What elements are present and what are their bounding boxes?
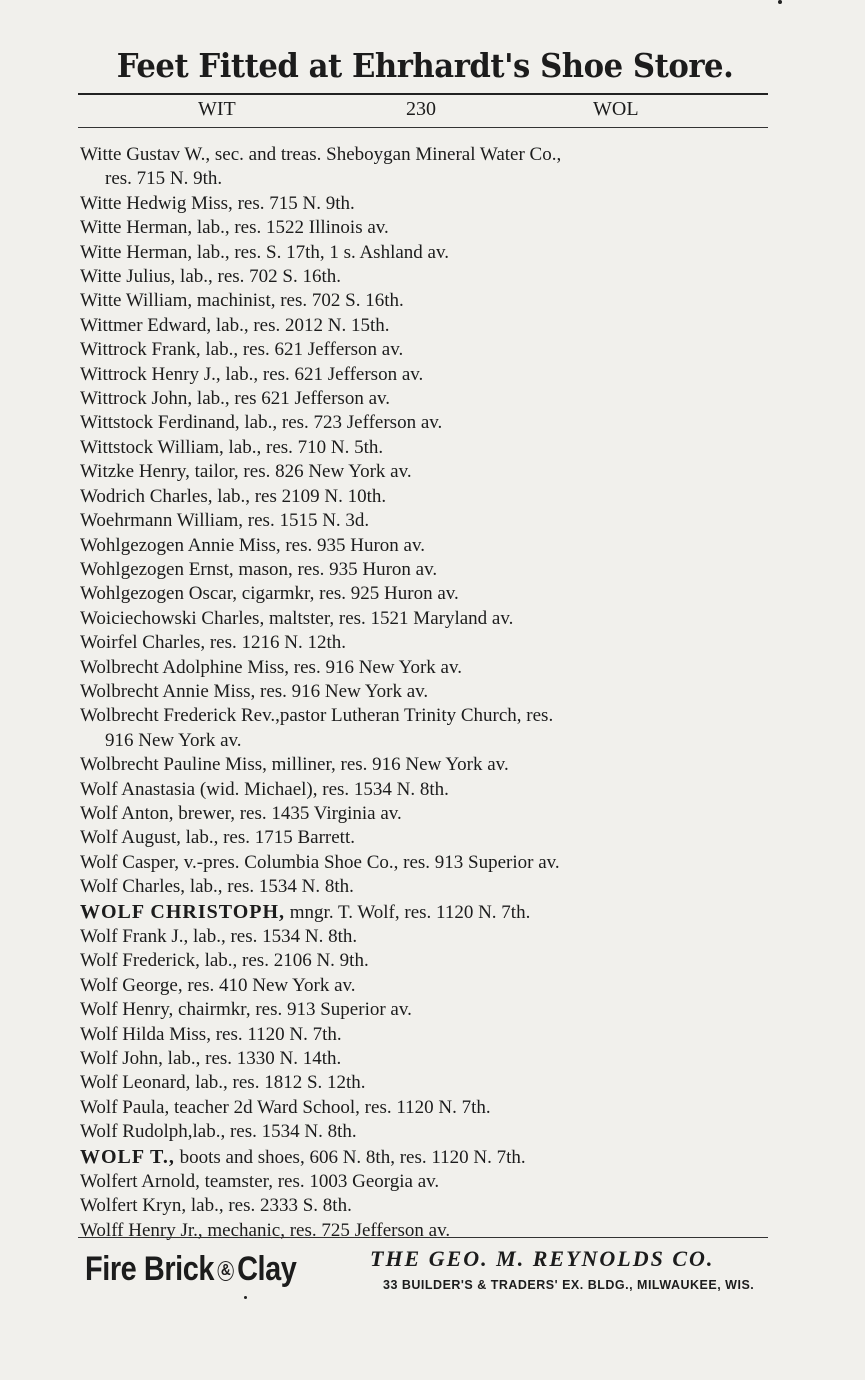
header-left-guide: WIT [198, 98, 236, 120]
directory-entry [80, 656, 800, 680]
entry-details: teamster, res. 1003 Georgia av. [199, 1171, 440, 1193]
entry-name: Witte Hedwig Miss, [80, 192, 233, 214]
entry-name: Wolf Leonard, [80, 1072, 191, 1094]
entry-name: Wolf Anastasia [80, 778, 196, 800]
entry-details: res. 935 Huron av. [280, 534, 425, 556]
entry-details: lab., res. 1330 N. 14th. [162, 1048, 342, 1070]
page-number: 230 [406, 98, 436, 120]
entry-details: lab., res. 1522 Illinois av. [192, 217, 389, 239]
entry-details: lab., res. 723 Jefferson av. [239, 412, 443, 434]
page-header [78, 98, 768, 124]
directory-entry [80, 338, 800, 362]
top-rule [78, 93, 768, 95]
entry-name: Wolf August, [80, 827, 181, 849]
entry-details: mason, res. 935 Huron av. [233, 558, 438, 580]
entry-name: Witte Julius, [80, 266, 176, 288]
directory-entry [80, 314, 800, 338]
directory-entry [80, 192, 800, 216]
entry-details: lab., res. 2333 S. 8th. [186, 1195, 352, 1217]
entry-name: Wittmer Edward, [80, 314, 212, 336]
entry-details: pastor Lutheran Trinity Church, res. [279, 705, 554, 727]
entry-details: maltster, res. 1521 Maryland av. [264, 607, 514, 629]
entry-details: lab., res. 1534 N. 8th. [192, 1121, 357, 1143]
directory-entry [80, 265, 800, 289]
header-rule [78, 127, 768, 128]
company-name: THE GEO. M. REYNOLDS CO. [370, 1246, 715, 1271]
entry-name: Wittstock Ferdinand, [80, 412, 240, 434]
entry-name: Wodrich Charles, [80, 485, 213, 507]
entry-details: res. 1515 N. 3d. [243, 510, 370, 532]
entry-name: Woehrmann William, [80, 510, 244, 532]
entry-name: Wolf George, [80, 974, 183, 996]
entry-name: WOLF T., [80, 1145, 175, 1168]
entry-details: teacher 2d Ward School, res. 1120 N. 7th. [169, 1096, 491, 1118]
directory-entry [80, 436, 800, 460]
entry-details: tailor, res. 826 New York av. [189, 461, 412, 483]
entry-name: Wolff Henry Jr., [80, 1219, 203, 1241]
fire-brick-clay-ad [85, 1250, 296, 1289]
directory-entry [80, 509, 800, 533]
directory-entry [80, 631, 800, 655]
ad-clay: Clay [237, 1250, 297, 1288]
entry-details: lab., res. 1534 N. 8th. [188, 926, 358, 947]
top-advertisement: Feet Fitted at Ehrhardt's Shoe Store. [116, 46, 734, 85]
directory-entry [80, 778, 800, 802]
entry-name: Wolfert Arnold, [80, 1171, 200, 1193]
entry-name: Wolf Frederick, [80, 950, 200, 972]
directory-entry [80, 607, 800, 631]
entry-details: lab., res. 702 S. 16th. [175, 266, 342, 288]
directory-entry [80, 826, 800, 850]
entry-name: Wohlgezogen Ernst, [80, 558, 234, 580]
company-address: 33 BUILDER'S & TRADERS' EX. BLDG., MILWAUKEE, WIS. [383, 1278, 755, 1292]
entry-name: Wolf Rudolph, [80, 1121, 193, 1143]
entry-name: Wolf Hilda Miss, [80, 1023, 211, 1045]
bottom-advertisement [85, 1246, 775, 1306]
directory-entry [80, 411, 800, 435]
directory-entry [80, 1047, 800, 1071]
directory-entry [80, 241, 800, 265]
directory-entry [80, 900, 800, 925]
directory-entry [80, 216, 800, 240]
directory-entry [80, 753, 800, 777]
directory-entry [80, 143, 800, 192]
directory-entry [80, 704, 800, 753]
entry-name: Wolbrecht Annie Miss, [80, 680, 256, 702]
directory-entry [80, 1096, 800, 1120]
entry-name: Wolf John, [80, 1048, 163, 1070]
entry-details: res. 1120 N. 7th. [210, 1023, 342, 1045]
entry-details: res. 715 N. 9th. [232, 192, 355, 214]
entry-name: Witzke Henry, [80, 461, 190, 483]
entry-details: lab., res. 621 Jefferson av. [200, 339, 404, 361]
entry-name: Woiciechowski Charles, [80, 607, 265, 629]
entry-details: lab., res. 2106 N. 9th. [199, 950, 369, 972]
directory-entry [80, 289, 800, 313]
entry-details: sec. and treas. Sheboygan Mineral Water Co., [210, 144, 562, 165]
entry-name: Wolfert Kryn, [80, 1195, 187, 1217]
entry-name: Wolbrecht Adolphine Miss, [80, 656, 290, 678]
entry-details: lab., res. 1534 N. 8th. [185, 876, 354, 898]
entry-details: boots and shoes, 606 N. 8th, res. 1120 N. 7th. [174, 1146, 526, 1168]
entry-name: Wolbrecht Frederick Rev., [80, 705, 280, 727]
entry-name: Wolf Frank J., [80, 926, 189, 947]
entry-name: Witte Gustav W., [80, 144, 211, 165]
directory-entry [80, 1145, 800, 1170]
directory-entry [80, 1170, 800, 1194]
entry-name: Wittstock William, [80, 436, 224, 458]
header-right-guide: WOL [593, 98, 639, 120]
entry-name: Wohlgezogen Annie Miss, [80, 534, 281, 556]
directory-entry [80, 1120, 800, 1144]
directory-entries [80, 143, 800, 1243]
entry-name: Wittrock Henry J., [80, 363, 221, 385]
entry-name: WOLF CHRISTOPH, [80, 900, 286, 923]
entry-details: lab., res. 710 N. 5th. [223, 436, 384, 458]
directory-entry [80, 680, 800, 704]
entry-details: res. 1216 N. 12th. [205, 632, 347, 654]
entry-details: res. 410 New York av. [182, 974, 356, 996]
directory-entry [80, 974, 800, 998]
entry-name: Wolf Casper, [80, 851, 180, 873]
directory-entry [80, 582, 800, 606]
directory-entry [80, 387, 800, 411]
directory-entry [80, 802, 800, 826]
bottom-rule [78, 1237, 768, 1238]
entry-name: Wohlgezogen Oscar, [80, 583, 238, 605]
entry-details: lab., res. 1812 S. 12th. [190, 1072, 366, 1094]
entry-continuation: res. 715 N. 9th. [105, 168, 223, 190]
directory-entry [80, 485, 800, 509]
entry-details: milliner, res. 916 New York av. [266, 754, 509, 776]
directory-entry [80, 998, 800, 1022]
entry-details: (wid. Michael), res. 1534 N. 8th. [195, 778, 449, 800]
entry-details: mngr. T. Wolf, res. 1120 N. 7th. [285, 901, 531, 923]
entry-details: v.-pres. Columbia Shoe Co., res. 913 Superior av. [179, 851, 560, 873]
entry-continuation: 916 New York av. [105, 729, 242, 751]
entry-details: lab., res. 2012 N. 15th. [211, 314, 390, 336]
entry-name: Woirfel Charles, [80, 632, 206, 654]
directory-entry [80, 925, 800, 949]
directory-entry [80, 1071, 800, 1095]
directory-entry [80, 875, 800, 899]
directory-entry [80, 363, 800, 387]
entry-name: Witte Herman, [80, 217, 193, 239]
directory-entry [80, 1219, 800, 1243]
ampersand-emblem: & [217, 1261, 233, 1281]
entry-details: lab., res. 1715 Barrett. [180, 827, 355, 849]
entry-name: Wolf Henry, [80, 999, 174, 1021]
entry-name: Wittrock Frank, [80, 339, 201, 361]
directory-entry [80, 1194, 800, 1218]
entry-name: Wolf Charles, [80, 876, 186, 898]
entry-details: lab., res 621 Jefferson av. [192, 388, 391, 410]
entry-name: Witte William, [80, 290, 193, 312]
entry-details: res. 916 New York av. [289, 656, 462, 678]
entry-details: res. 916 New York av. [255, 680, 429, 702]
entry-details: cigarmkr, res. 925 Huron av. [237, 583, 459, 605]
directory-entry [80, 460, 800, 484]
ad-fire-brick: Fire Brick [85, 1250, 215, 1288]
entry-details: chairmkr, res. 913 Superior av. [173, 999, 412, 1021]
entry-name: Wolbrecht Pauline Miss, [80, 754, 267, 776]
entry-details: lab., res. 621 Jefferson av. [220, 363, 424, 385]
directory-entry [80, 1023, 800, 1047]
directory-entry [80, 558, 800, 582]
entry-details: machinist, res. 702 S. 16th. [192, 290, 404, 312]
directory-entry [80, 949, 800, 973]
entry-name: Wittrock John, [80, 388, 193, 410]
entry-details: mechanic, res. 725 Jefferson av. [202, 1219, 451, 1241]
entry-name: Witte Herman, [80, 241, 193, 263]
directory-entry [80, 534, 800, 558]
entry-name: Wolf Anton, [80, 802, 174, 824]
directory-entry [80, 851, 800, 875]
entry-name: Wolf Paula, [80, 1096, 170, 1118]
entry-details: lab., res. S. 17th, 1 s. Ashland av. [192, 241, 449, 263]
entry-details: lab., res 2109 N. 10th. [212, 485, 387, 507]
entry-details: brewer, res. 1435 Virginia av. [173, 802, 402, 824]
speck-mark [244, 1296, 247, 1299]
speck-mark [778, 0, 782, 4]
